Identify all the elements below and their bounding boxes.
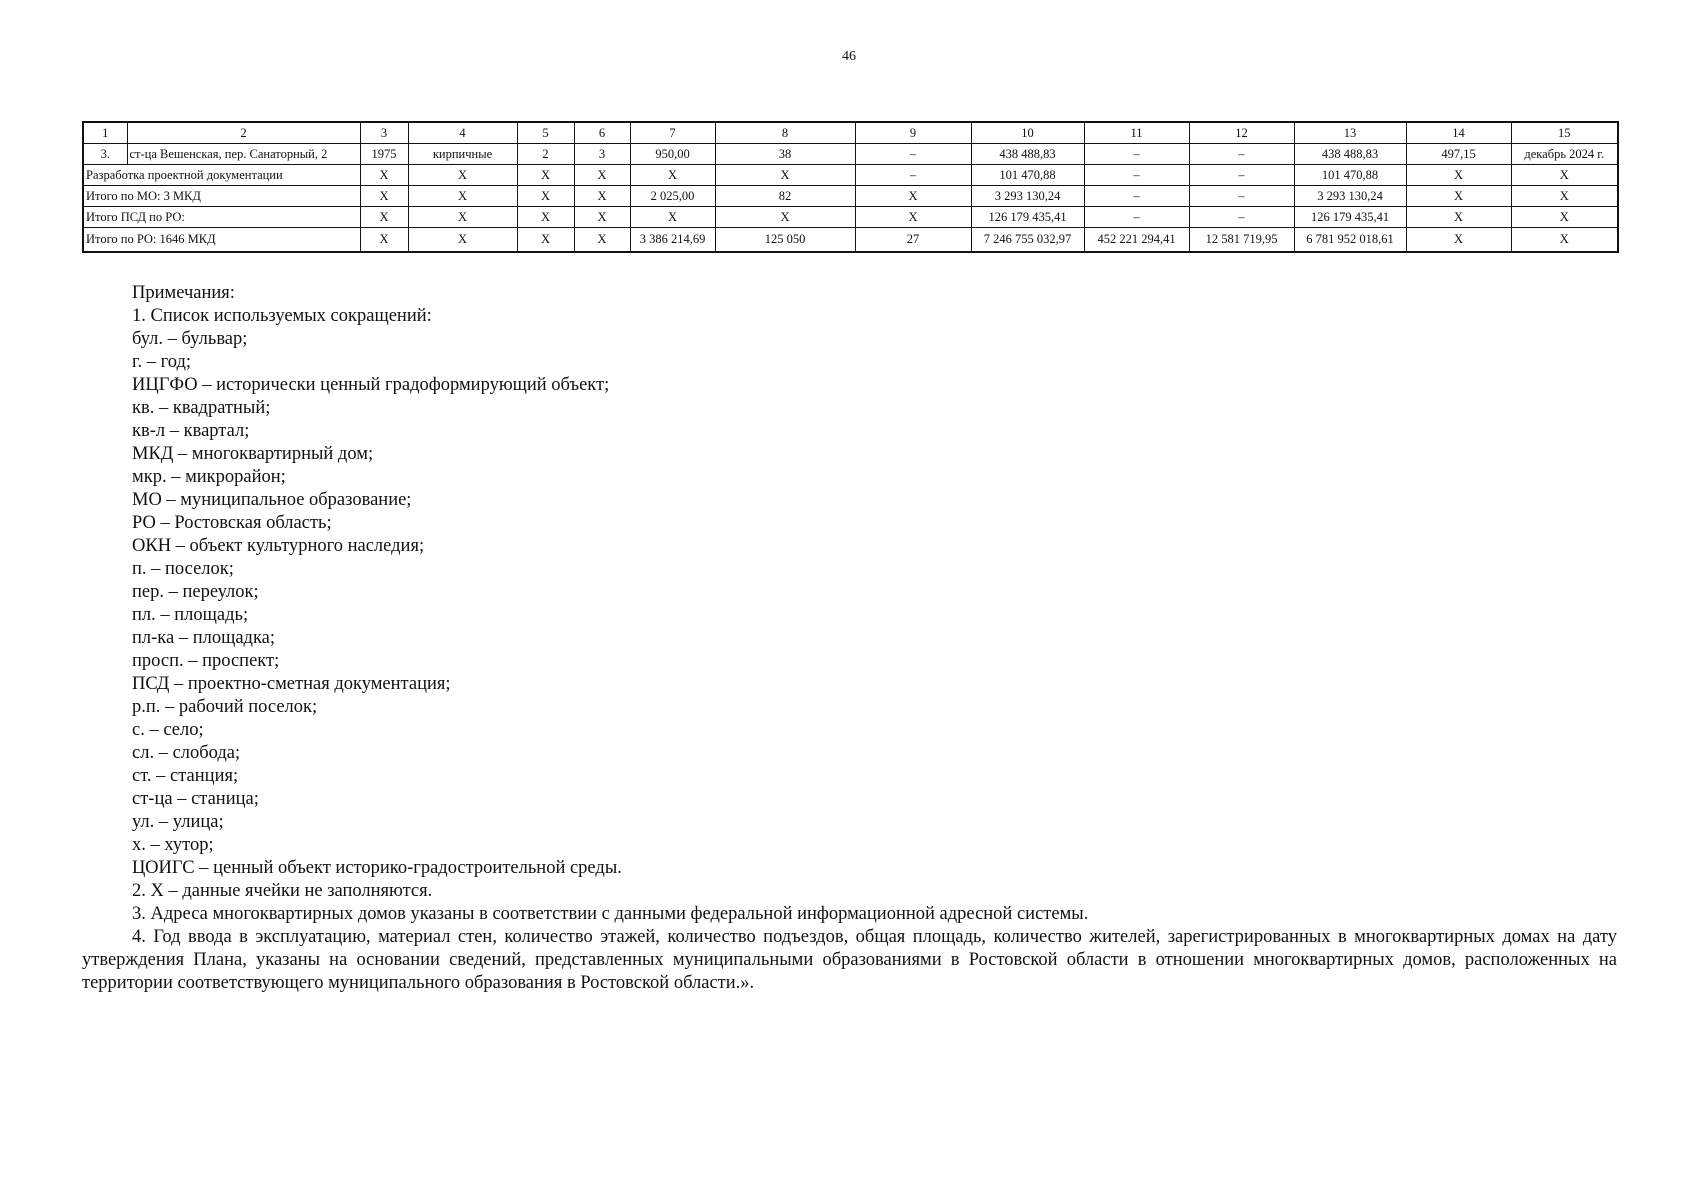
table-cell: Х (630, 165, 715, 186)
table-cell: Разработка проектной документации (83, 165, 360, 186)
table-cell: 4 (408, 122, 517, 144)
table-cell: Х (1511, 228, 1618, 253)
table-row (83, 165, 1618, 186)
table-cell: – (1084, 165, 1189, 186)
table-cell: Х (408, 165, 517, 186)
table-cell: Х (360, 186, 408, 207)
table-cell: 950,00 (630, 144, 715, 165)
table-cell: 7 246 755 032,97 (971, 228, 1084, 253)
table-cell: 438 488,83 (971, 144, 1084, 165)
table-cell: – (1084, 144, 1189, 165)
table-cell: 3 386 214,69 (630, 228, 715, 253)
table-cell: Х (574, 186, 630, 207)
table-cell: 7 (630, 122, 715, 144)
table-cell: 3 (574, 144, 630, 165)
table-row (83, 207, 1618, 228)
table-cell: Х (517, 186, 574, 207)
data-table (82, 121, 1619, 253)
abbreviation-item: с. – село; (132, 720, 204, 740)
table-cell: 9 (855, 122, 971, 144)
table-cell: Х (517, 228, 574, 253)
table-cell: Х (517, 165, 574, 186)
abbreviation-item: ОКН – объект культурного наследия; (132, 536, 425, 556)
table-cell: – (1084, 207, 1189, 228)
abbreviation-item: ст. – станция; (132, 766, 239, 786)
table-cell: Х (574, 165, 630, 186)
note-item-1: 1. Список используемых сокращений: (132, 306, 432, 326)
table-header-row (83, 122, 1618, 144)
notes-section (82, 282, 1617, 995)
table-cell: 10 (971, 122, 1084, 144)
table-cell: Х (360, 228, 408, 253)
table-cell: Х (517, 207, 574, 228)
abbreviation-item: бул. – бульвар; (132, 329, 248, 349)
table-cell: Х (360, 165, 408, 186)
abbreviation-list (82, 328, 1617, 880)
table-cell: 27 (855, 228, 971, 253)
table-cell: – (1189, 165, 1294, 186)
table-cell: 101 470,88 (1294, 165, 1406, 186)
table-cell: 5 (517, 122, 574, 144)
table-cell: 6 781 952 018,61 (1294, 228, 1406, 253)
abbreviation-item: ст-ца – станица; (132, 789, 259, 809)
note-item-3: 3. Адреса многоквартирных домов указаны в соответствии с данными федеральной информационной адресной системы. (132, 904, 1089, 924)
table-cell: 12 (1189, 122, 1294, 144)
table-cell: 3 293 130,24 (971, 186, 1084, 207)
table-cell: 126 179 435,41 (1294, 207, 1406, 228)
abbreviation-item: МКД – многоквартирный дом; (132, 444, 374, 464)
table-cell: Х (408, 207, 517, 228)
abbreviation-item: г. – год; (132, 352, 192, 372)
abbreviation-item: кв-л – квартал; (132, 421, 250, 441)
abbreviation-item: ПСД – проектно-сметная документация; (132, 674, 451, 694)
table-cell: 125 050 (715, 228, 855, 253)
table-cell: 2 (517, 144, 574, 165)
table-row (83, 186, 1618, 207)
table-cell: 38 (715, 144, 855, 165)
table-row (83, 144, 1618, 165)
table-cell: 3 293 130,24 (1294, 186, 1406, 207)
table-cell: ст-ца Вешенская, пер. Санаторный, 2 (127, 144, 360, 165)
table-cell: 3 (360, 122, 408, 144)
table-cell: Х (1406, 186, 1511, 207)
table-cell: 11 (1084, 122, 1189, 144)
table-cell: 1 (83, 122, 127, 144)
table-cell: 8 (715, 122, 855, 144)
abbreviation-item: МО – муниципальное образование; (132, 490, 412, 510)
table-cell: – (855, 165, 971, 186)
table-cell: декабрь 2024 г. (1511, 144, 1618, 165)
table-cell: Х (630, 207, 715, 228)
table-cell: кирпичные (408, 144, 517, 165)
table-cell: Х (1511, 186, 1618, 207)
abbreviation-item: кв. – квадратный; (132, 398, 271, 418)
table-cell: 1975 (360, 144, 408, 165)
abbreviation-item: просп. – проспект; (132, 651, 280, 671)
table-cell: Х (855, 207, 971, 228)
table-cell: Х (574, 207, 630, 228)
table-cell: 2 025,00 (630, 186, 715, 207)
abbreviation-item: сл. – слобода; (132, 743, 241, 763)
abbreviation-item: ул. – улица; (132, 812, 224, 832)
abbreviation-item: РО – Ростовская область; (132, 513, 332, 533)
table-cell: Х (1511, 207, 1618, 228)
table-cell: 3. (83, 144, 127, 165)
abbreviation-item: п. – поселок; (132, 559, 234, 579)
note-item-4: 4. Год ввода в эксплуатацию, материал стен, количество этажей, количество подъездов, общая площадь, количество жителей, зарегистрированных в многоквартирных домах на дату утверждения Плана, указаны на основании сведений, представленных муниципальными образованиями в Ростовской области в отношении многоквартирных домов, расположенных на территории соответствующего муниципального образования в Ростовской области.». (82, 927, 1617, 993)
page-number: 46 (842, 49, 856, 64)
table-cell: 438 488,83 (1294, 144, 1406, 165)
table-cell: Х (360, 207, 408, 228)
table-cell: Итого по МО: 3 МКД (83, 186, 360, 207)
abbreviation-item: пл-ка – площадка; (132, 628, 276, 648)
table-cell: 126 179 435,41 (971, 207, 1084, 228)
table-cell: Х (574, 228, 630, 253)
notes-title: Примечания: (132, 283, 235, 303)
table-cell: – (1189, 144, 1294, 165)
table-cell: Х (1511, 165, 1618, 186)
table-cell: Х (1406, 228, 1511, 253)
table-cell: Итого ПСД по РО: (83, 207, 360, 228)
table-cell: 452 221 294,41 (1084, 228, 1189, 253)
table-cell: 82 (715, 186, 855, 207)
table-cell: 2 (127, 122, 360, 144)
table-cell: 13 (1294, 122, 1406, 144)
table-cell: – (1189, 207, 1294, 228)
table-cell: – (855, 144, 971, 165)
abbreviation-item: р.п. – рабочий поселок; (132, 697, 318, 717)
table-cell: Х (1406, 207, 1511, 228)
table-cell: 14 (1406, 122, 1511, 144)
table-cell: 6 (574, 122, 630, 144)
abbreviation-item: ЦОИГС – ценный объект историко-градостроительной среды. (132, 858, 622, 878)
abbreviation-item: пл. – площадь; (132, 605, 249, 625)
abbreviation-item: ИЦГФО – исторически ценный градоформирующий объект; (132, 375, 610, 395)
table-cell: 497,15 (1406, 144, 1511, 165)
table-cell: – (1189, 186, 1294, 207)
table-cell: Х (855, 186, 971, 207)
table-cell: Х (1406, 165, 1511, 186)
note-item-2: 2. Х – данные ячейки не заполняются. (132, 881, 433, 901)
table-cell: – (1084, 186, 1189, 207)
abbreviation-item: мкр. – микрорайон; (132, 467, 286, 487)
table-cell: Х (408, 228, 517, 253)
table-cell: Х (715, 207, 855, 228)
abbreviation-item: пер. – переулок; (132, 582, 259, 602)
table-cell: 12 581 719,95 (1189, 228, 1294, 253)
table-cell: Х (715, 165, 855, 186)
abbreviation-item: х. – хутор; (132, 835, 214, 855)
table-cell: Итого по РО: 1646 МКД (83, 228, 360, 253)
table-cell: Х (408, 186, 517, 207)
table-row (83, 228, 1618, 253)
table-cell: 15 (1511, 122, 1618, 144)
table-cell: 101 470,88 (971, 165, 1084, 186)
